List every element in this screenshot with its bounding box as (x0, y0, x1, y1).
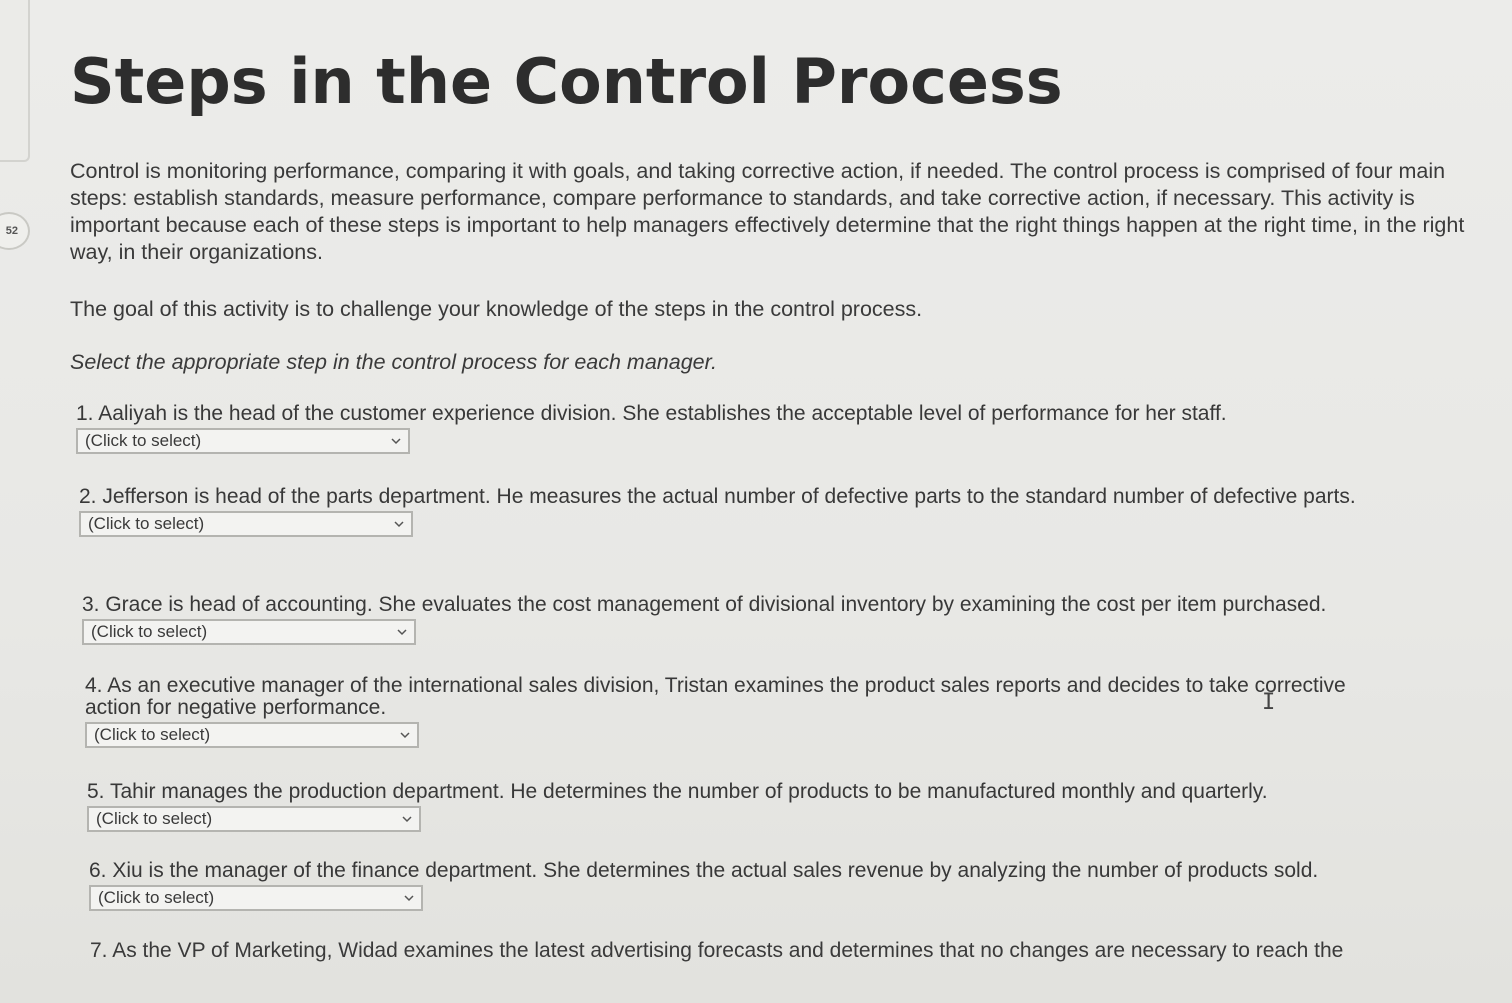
question-1 (76, 403, 1476, 454)
left-rail (0, 0, 30, 162)
select-value: (Click to select) (91, 622, 208, 641)
chevron-down-icon (390, 435, 402, 447)
step-select-2[interactable] (79, 511, 413, 537)
select-value: (Click to select) (85, 431, 202, 450)
intro-paragraph: Control is monitoring performance, comparing it with goals, and taking corrective action, if needed. The control process is comprised of four main steps: establish standards, measure performance, compare performance to standards, and take corrective action, if necessary. This activity is important because each of these steps is important to help managers effectively determine that the right things happen at the right time, in the right way, in their organizations. (70, 159, 1465, 264)
step-select-3[interactable] (82, 619, 416, 645)
question-text: 4. As an executive manager of the international sales division, Tristan examines the product sales reports and decides to take corrective action for negative performance. (85, 674, 1346, 719)
question-3 (82, 594, 1482, 645)
goal-paragraph: The goal of this activity is to challenge your knowledge of the steps in the control process. (70, 297, 923, 321)
page-title: Steps in the Control Process (70, 45, 1063, 118)
chevron-down-icon (401, 813, 413, 825)
chevron-down-icon (399, 729, 411, 741)
text-cursor-icon: I (1262, 690, 1276, 715)
question-5 (87, 781, 1477, 832)
step-select-1[interactable] (76, 428, 410, 454)
question-6 (89, 860, 1479, 911)
question-number-badge[interactable]: 52 (0, 212, 30, 250)
question-text: 2. Jefferson is head of the parts department. He measures the actual number of defective parts to the standard number of defective parts. (79, 485, 1356, 508)
chevron-down-icon (393, 518, 405, 530)
select-value: (Click to select) (94, 725, 211, 744)
chevron-down-icon (403, 892, 415, 904)
question-text: 3. Grace is head of accounting. She evaluates the cost management of divisional inventory by examining the cost per item purchased. (82, 593, 1327, 616)
select-value: (Click to select) (98, 888, 215, 907)
question-text: 6. Xiu is the manager of the finance department. She determines the actual sales revenue by analyzing the number of products sold. (89, 859, 1319, 882)
question-4 (85, 675, 1385, 748)
select-value: (Click to select) (88, 514, 205, 533)
instruction-text: Select the appropriate step in the control process for each manager. (70, 350, 717, 374)
step-select-4[interactable] (85, 722, 419, 748)
question-text: 1. Aaliyah is the head of the customer experience division. She establishes the acceptable level of performance for her staff. (76, 402, 1227, 425)
step-select-5[interactable] (87, 806, 421, 832)
main-content (70, 40, 1480, 376)
question-2 (79, 486, 1459, 537)
step-select-6[interactable] (89, 885, 423, 911)
question-text: 5. Tahir manages the production department. He determines the number of products to be manufactured monthly and quarterly. (87, 780, 1268, 803)
select-value: (Click to select) (96, 809, 213, 828)
chevron-down-icon (396, 626, 408, 638)
question-7-partial: 7. As the VP of Marketing, Widad examines the latest advertising forecasts and determines that no changes are necessary to reach the (90, 939, 1344, 962)
